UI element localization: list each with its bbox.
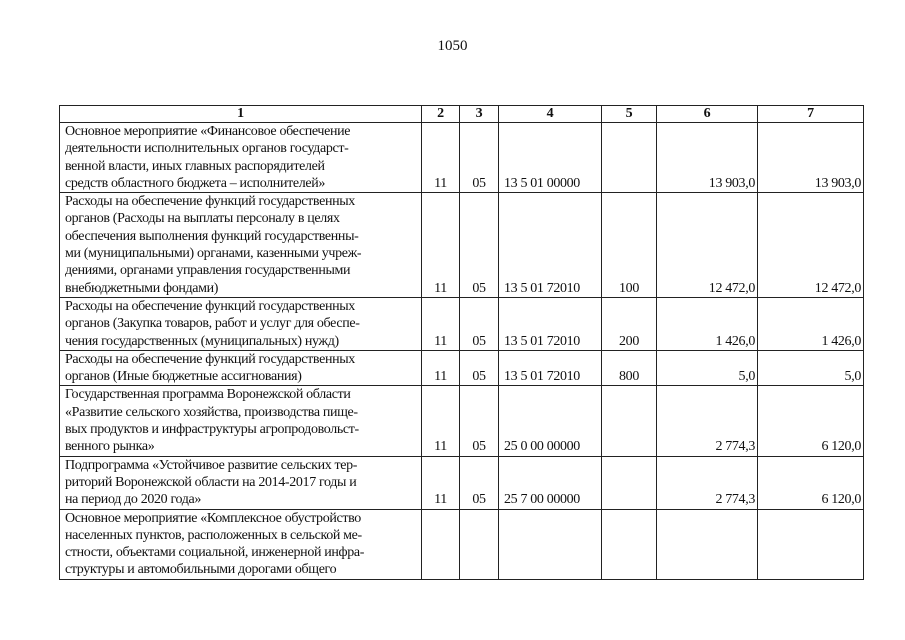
description-line: чения государственных (муниципальных) нужд) (65, 333, 339, 349)
amount-cell: 6 120,0 (758, 456, 864, 509)
header-row (60, 106, 864, 123)
amount-cell: 12 472,0 (758, 193, 864, 298)
table-row (60, 297, 864, 350)
col-header: 6 (657, 106, 758, 123)
col-header: 5 (602, 106, 657, 123)
description-line: населенных пунктов, расположенных в сельской ме- (65, 527, 362, 543)
amount-cell: 5,0 (657, 350, 758, 386)
expense-type-cell (602, 123, 657, 193)
target-article-cell: 25 7 00 00000 (499, 456, 602, 509)
expense-type-cell (602, 386, 657, 456)
budget-table (59, 105, 864, 580)
page-number: 1050 (437, 38, 468, 54)
description-line: венной власти, иных главных распорядителей (65, 158, 325, 174)
description-line: обеспечения выполнения функций государственны- (65, 228, 359, 244)
description-line: риторий Воронежской области на 2014-2017 годы и (65, 474, 357, 490)
section-cell: 11 (422, 297, 460, 350)
table-row (60, 386, 864, 456)
description-line: Расходы на обеспечение функций государственных (65, 194, 355, 210)
subsection-cell: 05 (460, 386, 499, 456)
subsection-cell: 05 (460, 193, 499, 298)
col-header: 1 (60, 106, 422, 123)
table-row (60, 350, 864, 386)
target-article-cell (499, 509, 602, 579)
section-cell: 11 (422, 193, 460, 298)
amount-cell: 1 426,0 (758, 297, 864, 350)
table-row (60, 123, 864, 193)
row-description (60, 509, 422, 579)
row-description (60, 350, 422, 386)
col-header: 7 (758, 106, 864, 123)
subsection-cell: 05 (460, 297, 499, 350)
row-description (60, 193, 422, 298)
amount-cell: 13 903,0 (657, 123, 758, 193)
expense-type-cell: 200 (602, 297, 657, 350)
description-line: Расходы на обеспечение функций государственных (65, 298, 355, 314)
amount-cell: 2 774,3 (657, 386, 758, 456)
row-description (60, 297, 422, 350)
table-row (60, 456, 864, 509)
target-article-cell: 25 0 00 00000 (499, 386, 602, 456)
expense-type-cell: 100 (602, 193, 657, 298)
description-line: «Развитие сельского хозяйства, производства пище- (65, 404, 358, 420)
subsection-cell: 05 (460, 350, 499, 386)
description-line: Основное мероприятие «Комплексное обустройство (65, 510, 361, 526)
description-line: деятельности исполнительных органов государст- (65, 141, 349, 157)
subsection-cell: 05 (460, 123, 499, 193)
description-line: органов (Расходы на выплаты персоналу в целях (65, 211, 340, 227)
section-cell: 11 (422, 123, 460, 193)
row-description (60, 456, 422, 509)
description-line: Государственная программа Воронежской области (65, 387, 351, 403)
description-line: структуры и автомобильными дорогами общего (65, 562, 337, 578)
section-cell (422, 509, 460, 579)
col-header: 2 (422, 106, 460, 123)
description-line: венного рынка» (65, 439, 155, 455)
target-article-cell: 13 5 01 72010 (499, 193, 602, 298)
description-line: на период до 2020 года» (65, 492, 202, 508)
target-article-cell: 13 5 01 72010 (499, 350, 602, 386)
description-line: Подпрограмма «Устойчивое развитие сельских тер- (65, 457, 358, 473)
section-cell: 11 (422, 350, 460, 386)
amount-cell: 13 903,0 (758, 123, 864, 193)
description-line: стности, объектами социальной, инженерной инфра- (65, 545, 365, 561)
description-line: органов (Иные бюджетные ассигнования) (65, 369, 302, 385)
description-line: дениями, органами управления государственными (65, 263, 351, 279)
description-line: внебюджетными фондами) (65, 280, 219, 296)
expense-type-cell (602, 509, 657, 579)
amount-cell: 2 774,3 (657, 456, 758, 509)
amount-cell: 1 426,0 (657, 297, 758, 350)
row-description (60, 386, 422, 456)
subsection-cell (460, 509, 499, 579)
description-line: ми (муниципальными) органами, казенными учреж- (65, 246, 362, 262)
amount-cell: 12 472,0 (657, 193, 758, 298)
section-cell: 11 (422, 456, 460, 509)
target-article-cell: 13 5 01 72010 (499, 297, 602, 350)
subsection-cell: 05 (460, 456, 499, 509)
table-row (60, 193, 864, 298)
amount-cell (657, 509, 758, 579)
description-line: органов (Закупка товаров, работ и услуг для обеспе- (65, 316, 360, 332)
amount-cell: 5,0 (758, 350, 864, 386)
col-header: 4 (499, 106, 602, 123)
section-cell: 11 (422, 386, 460, 456)
expense-type-cell: 800 (602, 350, 657, 386)
col-header: 3 (460, 106, 499, 123)
description-line: вых продуктов и инфраструктуры агропродовольст- (65, 422, 359, 438)
description-line: Основное мероприятие «Финансовое обеспечение (65, 124, 351, 139)
description-line: средств областного бюджета – исполнителей» (65, 175, 326, 191)
expense-type-cell (602, 456, 657, 509)
description-line: Расходы на обеспечение функций государственных (65, 351, 355, 367)
row-description (60, 123, 422, 193)
amount-cell: 6 120,0 (758, 386, 864, 456)
target-article-cell: 13 5 01 00000 (499, 123, 602, 193)
table-row (60, 509, 864, 579)
amount-cell (758, 509, 864, 579)
